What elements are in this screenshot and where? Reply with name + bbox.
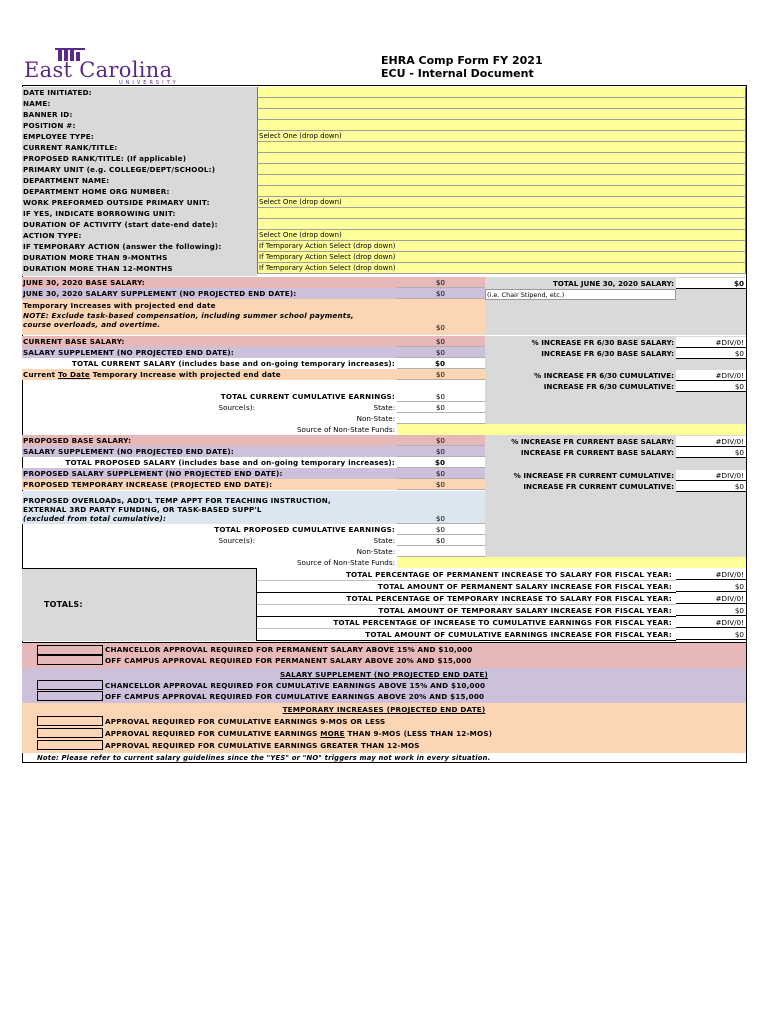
chair-stipend-note[interactable] (485, 289, 676, 300)
proposed-sources-label: Source(s): (218, 536, 255, 545)
current-nonstate-label: Non-State: (356, 414, 395, 423)
form-title: EHRA Comp Form FY 2021 (381, 54, 543, 67)
info-label: DEPARTMENT HOME ORG NUMBER: (23, 187, 170, 196)
totals-row-value: $0 (676, 581, 746, 592)
current-base-label: CURRENT BASE SALARY: (23, 337, 125, 346)
temp2-prefix: APPROVAL REQUIRED FOR CUMULATIVE EARNINGS (105, 729, 321, 738)
todate-underline: To Date (58, 370, 90, 379)
info-label: PRIMARY UNIT (e.g. COLLEGE/DEPT/SCHOOL:) (23, 165, 216, 174)
temp-text-1: APPROVAL REQUIRED FOR CUMULATIVE EARNINGS 9-MOS OR LESS (105, 717, 386, 726)
proposed-base-value[interactable]: $0 (397, 435, 485, 446)
info-input[interactable] (257, 142, 746, 153)
perm-checkbox-2[interactable] (37, 655, 103, 665)
proposed-total-label: TOTAL PROPOSED SALARY (includes base and on-going temporary increases): (65, 458, 395, 467)
logo-subtext: UNIVERSITY (119, 80, 179, 86)
info-input[interactable] (257, 208, 746, 219)
current-total-value: $0 (397, 358, 485, 369)
proposed-overload-value[interactable]: $0 (397, 513, 485, 524)
totals-row-value: #DIV/0! (676, 569, 746, 580)
proposed-nonstate-label: Non-State: (356, 547, 395, 556)
header (22, 46, 747, 86)
info-label: IF YES, INDICATE BORROWING UNIT: (23, 209, 176, 218)
supp-heading (22, 669, 746, 680)
perm-checkbox-1[interactable] (37, 645, 103, 655)
info-input[interactable]: If Temporary Action Select (drop down) (257, 252, 746, 263)
info-input[interactable] (257, 98, 746, 109)
info-label: DURATION MORE THAN 9-MONTHS (23, 253, 168, 262)
info-input[interactable]: Select One (drop down) (257, 131, 746, 142)
totals-row-label: TOTAL PERCENTAGE OF INCREASE TO CUMULATIVE EARNINGS FOR FISCAL YEAR: (333, 618, 672, 627)
current-pct-cum-value: #DIV/0! (676, 370, 746, 381)
info-label: DEPARTMENT NAME: (23, 176, 110, 185)
info-input[interactable]: Select One (drop down) (257, 230, 746, 241)
current-supp-value[interactable]: $0 (397, 347, 485, 358)
perm-text-2: OFF CAMPUS APPROVAL REQUIRED FOR PERMANENT SALARY ABOVE 20% AND $15,000 (105, 656, 472, 665)
current-cum-label: TOTAL CURRENT CUMULATIVE EARNINGS: (220, 392, 395, 401)
current-supp-label: SALARY SUPPLEMENT (NO PROJECTED END DATE): (23, 348, 234, 357)
proposed-pct-cum-label: % INCREASE FR CURRENT CUMULATIVE: (513, 471, 674, 480)
info-input[interactable] (257, 219, 746, 230)
proposed-nsfunds-input[interactable] (397, 557, 746, 568)
proposed-supp-value[interactable]: $0 (397, 446, 485, 457)
proposed-total-value: $0 (397, 457, 485, 468)
current-cum-value: $0 (397, 391, 485, 402)
current-nonstate-value[interactable] (397, 413, 485, 424)
proposed-nsfunds-label: Source of Non-State Funds: (297, 558, 395, 567)
proposed-psupp-label: PROPOSED SALARY SUPPLEMENT (NO PROJECTED END DATE): (23, 469, 283, 478)
info-label: CURRENT RANK/TITLE: (23, 143, 118, 152)
totals-row-value: $0 (676, 629, 746, 640)
current-pct-base-value: #DIV/0! (676, 337, 746, 348)
temp-checkbox-2[interactable] (37, 728, 103, 738)
info-input[interactable] (257, 164, 746, 175)
info-label: ACTION TYPE: (23, 231, 82, 240)
current-inc-cum-label: INCREASE FR 6/30 CUMULATIVE: (543, 382, 674, 391)
current-base-value[interactable]: $0 (397, 336, 485, 347)
supp-checkbox-2[interactable] (37, 691, 103, 701)
proposed-ptemp-value[interactable]: $0 (397, 479, 485, 490)
supp-text-1: CHANCELLOR APPROVAL REQUIRED FOR CUMULATIVE EARNINGS ABOVE 15% AND $10,000 (105, 681, 486, 690)
current-nsfunds-label: Source of Non-State Funds: (297, 425, 395, 434)
totals-row-label: TOTAL AMOUNT OF PERMANENT SALARY INCREASE FOR FISCAL YEAR: (377, 582, 672, 591)
chair-stipend-text: (i.e. Chair Stipend, etc.) (487, 291, 565, 299)
info-label: NAME: (23, 99, 51, 108)
proposed-cum-label: TOTAL PROPOSED CUMULATIVE EARNINGS: (214, 525, 395, 534)
temp-checkbox-3[interactable] (37, 740, 103, 750)
info-input[interactable]: If Temporary Action Select (drop down) (257, 241, 746, 252)
totals-row-label: TOTAL AMOUNT OF CUMULATIVE EARNINGS INCREASE FOR FISCAL YEAR: (365, 630, 672, 639)
perm-text-1: CHANCELLOR APPROVAL REQUIRED FOR PERMANENT SALARY ABOVE 15% AND $10,000 (105, 645, 473, 654)
info-label: IF TEMPORARY ACTION (answer the following): (23, 242, 222, 251)
info-label: BANNER ID: (23, 110, 73, 119)
overload-line1: PROPOSED OVERLOADs, ADD'L TEMP APPT FOR TEACHING INSTRUCTION, (23, 496, 331, 505)
proposed-inc-base-label: INCREASE FR CURRENT BASE SALARY: (520, 448, 674, 457)
june-temp-line1: Temporary Increases with projected end date (23, 301, 216, 310)
current-state-value[interactable]: $0 (397, 402, 485, 413)
temp-text-3: APPROVAL REQUIRED FOR CUMULATIVE EARNINGS GREATER THAN 12-MOS (105, 741, 420, 750)
temp-text-2 (105, 728, 492, 739)
proposed-pct-base-label: % INCREASE FR CURRENT BASE SALARY: (511, 437, 674, 446)
current-pct-base-label: % INCREASE FR 6/30 BASE SALARY: (531, 338, 674, 347)
totals-row-label: TOTAL PERCENTAGE OF TEMPORARY INCREASE TO SALARY FOR FISCAL YEAR: (346, 594, 672, 603)
current-nsfunds-input[interactable] (397, 424, 746, 435)
june-temp-value[interactable]: $0 (397, 322, 485, 333)
info-input[interactable]: If Temporary Action Select (drop down) (257, 263, 746, 274)
info-label: DURATION MORE THAN 12-MONTHS (23, 264, 173, 273)
current-inc-base-value: $0 (676, 348, 746, 359)
proposed-state-label: State: (373, 536, 395, 545)
footnote: Note: Please refer to current salary guidelines since the "YES" or "NO" triggers may not work in every situation. (37, 754, 491, 762)
totals-row-value: #DIV/0! (676, 617, 746, 628)
info-label: DURATION OF ACTIVITY (start date-end date): (23, 220, 218, 229)
current-todate-value[interactable]: $0 (397, 369, 485, 380)
june-base-value[interactable]: $0 (397, 277, 485, 288)
info-input[interactable] (257, 109, 746, 120)
ecu-logo (24, 47, 214, 85)
proposed-pct-cum-value: #DIV/0! (676, 470, 746, 481)
info-label: PROPOSED RANK/TITLE: (If applicable) (23, 154, 187, 163)
overload-line3: (excluded from total cumulative): (23, 514, 167, 523)
proposed-psupp-value[interactable]: $0 (397, 468, 485, 479)
proposed-state-value[interactable]: $0 (397, 535, 485, 546)
supp-checkbox-1[interactable] (37, 680, 103, 690)
proposed-supp-label: SALARY SUPPLEMENT (NO PROJECTED END DATE): (23, 447, 234, 456)
info-input[interactable] (257, 186, 746, 197)
info-input[interactable]: Select One (drop down) (257, 197, 746, 208)
todate-suffix: Temporary Increase with projected end date (89, 370, 281, 379)
current-inc-cum-value: $0 (676, 381, 746, 392)
current-todate-label (23, 369, 281, 380)
temp-heading (22, 704, 746, 715)
june-supp-label: JUNE 30, 2020 SALARY SUPPLEMENT (NO PROJECTED END DATE): (23, 289, 297, 298)
overload-line2: EXTERNAL 3RD PARTY FUNDING, OR TASK-BASED SUPP'L (23, 505, 262, 514)
proposed-cum-value: $0 (397, 524, 485, 535)
current-pct-cum-label: % INCREASE FR 6/30 CUMULATIVE: (534, 371, 674, 380)
current-state-label: State: (373, 403, 395, 412)
totals-label: TOTALS: (44, 600, 83, 609)
proposed-nonstate-value[interactable] (397, 546, 485, 557)
temp-checkbox-1[interactable] (37, 716, 103, 726)
current-total-label: TOTAL CURRENT SALARY (includes base and on-going temporary increases): (71, 359, 395, 368)
proposed-pct-base-value: #DIV/0! (676, 436, 746, 447)
totals-row-label: TOTAL PERCENTAGE OF PERMANENT INCREASE TO SALARY FOR FISCAL YEAR: (345, 570, 672, 579)
form-subtitle: ECU - Internal Document (381, 67, 534, 80)
june-total-label: TOTAL JUNE 30, 2020 SALARY: (552, 279, 674, 288)
info-input[interactable] (257, 175, 746, 186)
totals-row-value: #DIV/0! (676, 593, 746, 604)
proposed-inc-base-value: $0 (676, 447, 746, 458)
info-label: DATE INITIATED: (23, 88, 92, 97)
current-inc-base-label: INCREASE FR 6/30 BASE SALARY: (541, 349, 674, 358)
logo-text: East Carolina (24, 58, 173, 82)
june-temp-line2: NOTE: Exclude task-based compensation, including summer school payments, (23, 311, 354, 320)
info-label: EMPLOYEE TYPE: (23, 132, 94, 141)
temp-heading-text: TEMPORARY INCREASES (PROJECTED END DATE) (282, 705, 486, 714)
current-sources-label: Source(s): (218, 403, 255, 412)
info-input[interactable] (257, 153, 746, 164)
proposed-inc-cum-value: $0 (676, 481, 746, 492)
info-input[interactable] (257, 87, 746, 98)
totals-row-label: TOTAL AMOUNT OF TEMPORARY SALARY INCREASE FOR FISCAL YEAR: (378, 606, 672, 615)
june-supp-value[interactable]: $0 (397, 288, 485, 299)
totals-row-value: $0 (676, 605, 746, 616)
proposed-ptemp-label: PROPOSED TEMPORARY INCREASE (PROJECTED END DATE): (23, 480, 273, 489)
supp-heading-text: SALARY SUPPLEMENT (NO PROJECTED END DATE) (280, 670, 488, 679)
june-total-value: $0 (676, 278, 746, 289)
june-temp-line3: course overloads, and overtime. (23, 320, 161, 329)
info-label: POSITION #: (23, 121, 76, 130)
info-input[interactable] (257, 120, 746, 131)
proposed-base-label: PROPOSED BASE SALARY: (23, 436, 132, 445)
info-label: WORK PREFORMED OUTSIDE PRIMARY UNIT: (23, 198, 210, 207)
todate-prefix: Current (23, 370, 59, 379)
temp2-suffix: THAN 9-MOS (LESS THAN 12-MOS) (344, 729, 493, 738)
june-base-label: JUNE 30, 2020 BASE SALARY: (23, 278, 145, 287)
temp2-underline: MORE (320, 729, 345, 738)
proposed-inc-cum-label: INCREASE FR CURRENT CUMULATIVE: (523, 482, 674, 491)
supp-text-2: OFF CAMPUS APPROVAL REQUIRED FOR CUMULATIVE EARNINGS ABOVE 20% AND $15,000 (105, 692, 485, 701)
totals-row-divider (257, 640, 676, 641)
